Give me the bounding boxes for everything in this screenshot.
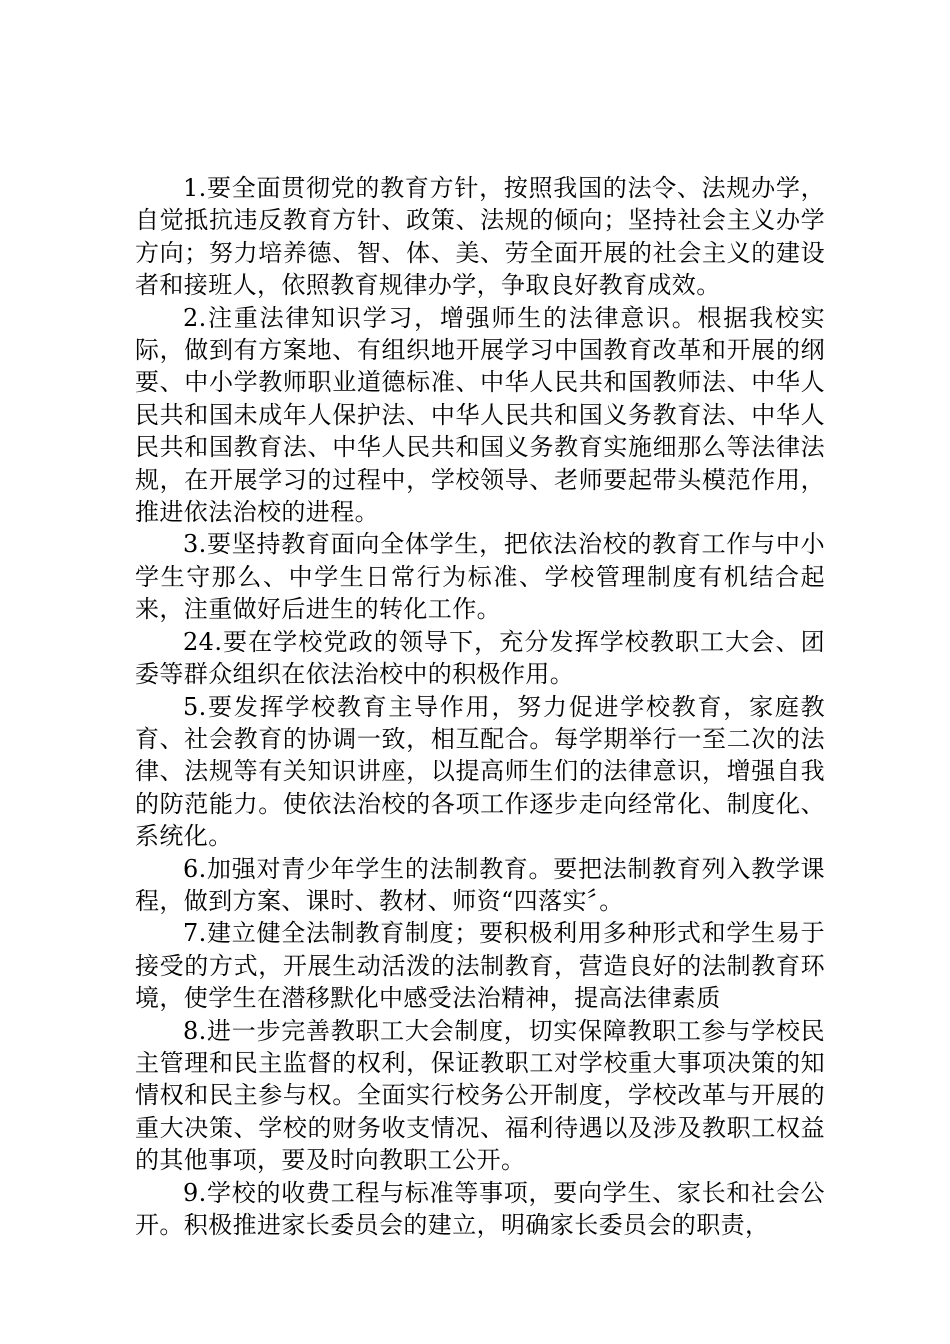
paragraph-5: 5.要发挥学校教育主导作用，努力促进学校教育，家庭教育、社会教育的协调一致，相互配合。每学期举行一至二次的法律、法规等有关知识讲座，以提高师生们的法律意识，增强自我的防范能力。使依法治校的各项工作逐步走向经常化、制度化、系统化。 (135, 692, 825, 851)
paragraph-3: 3.要坚持教育面向全体学生，把依法治校的教育工作与中小学生守那么、中学生日常行为标准、学校管理制度有机结合起来，注重做好后进生的转化工作。 (135, 530, 825, 624)
paragraph-4: 24.要在学校党政的领导下，充分发挥学校教职工大会、团委等群众组织在依法治校中的积极作用。 (135, 627, 825, 689)
paragraph-1: 1.要全面贯彻党的教育方针，按照我国的法令、法规办学，自觉抵抗违反教育方针、政策、法规的倾向；坚持社会主义办学方向；努力培养德、智、体、美、劳全面开展的社会主义的建设者和接班人，依照教育规律办学，争取良好教育成效。 (135, 174, 825, 300)
paragraph-7: 7.建立健全法制教育制度；要积极利用多种形式和学生易于接受的方式，开展生动活泼的法制教育，营造良好的法制教育环境，使学生在潜移默化中感受法治精神，提高法律素质 (135, 919, 825, 1013)
paragraph-9: 9.学校的收费工程与标准等事项，要向学生、家长和社会公开。积极推进家长委员会的建立，明确家长委员会的职责， (135, 1178, 825, 1239)
paragraph-6: 6.加强对青少年学生的法制教育。要把法制教育列入教学课程，做到方案、课时、教材、师资“四落实〞。 (135, 854, 825, 915)
document-body (135, 172, 825, 1241)
paragraph-2: 2.注重法律知识学习，增强师生的法律意识。根据我校实际，做到有方案地、有组织地开展学习中国教育改革和开展的纲要、中小学教师职业道德标准、中华人民共和国教师法、中华人民共和国未成年人保护法、中华人民共和国义务教育法、中华人民共和国教育法、中华人民共和国义务教育实施细那么等法律法规，在开展学习的过程中，学校领导、老师要起带头模范作用，推进依法治校的进程。 (135, 303, 825, 527)
paragraph-8: 8.进一步完善教职工大会制度，切实保障教职工参与学校民主管理和民主监督的权利，保证教职工对学校重大事项决策的知情权和民主参与权。全面实行校务公开制度，学校改革与开展的重大决策、学校的财务收支情况、福利待遇以及涉及教职工权益的其他事项，要及时向教职工公开。 (135, 1016, 825, 1175)
